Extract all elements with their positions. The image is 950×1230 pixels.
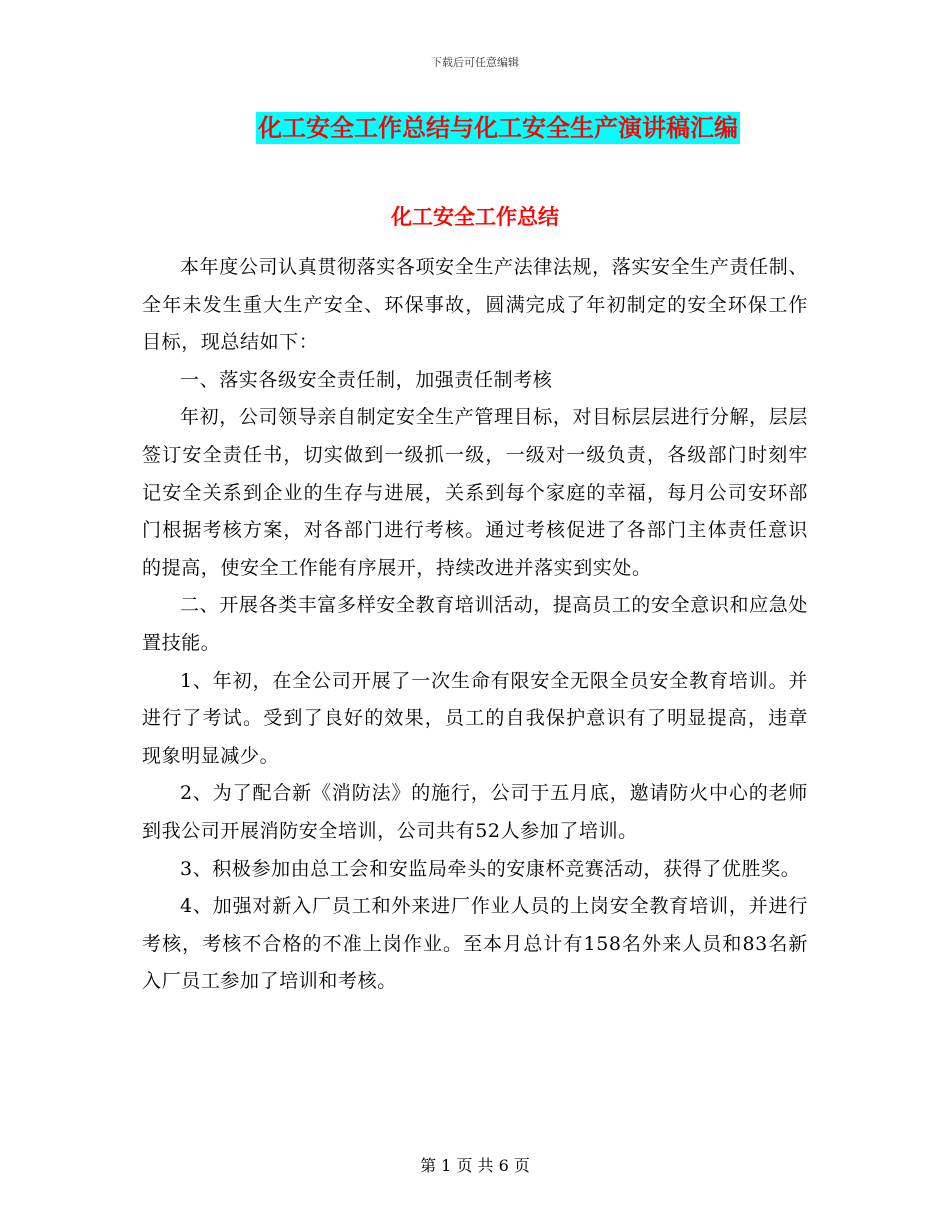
main-title-container <box>0 112 950 144</box>
page-number-label: 第 1 页 共 6 页 <box>420 1156 530 1175</box>
paragraph: 1、年初，在全公司开展了一次生命有限安全无限全员安全教育培训。并进行了考试。受到了良好的效果，员工的自我保护意识有了明显提高，违章现象明显减少。 <box>142 669 808 767</box>
paragraph: 一、落实各级安全责任制，加强责任制考核 <box>180 368 553 391</box>
section-title: 化工安全工作总结 <box>391 205 559 229</box>
document-body <box>142 249 808 1001</box>
paragraph: 2、为了配合新《消防法》的施行，公司于五月底，邀请防火中心的老师到我公司开展消防安全培训，公司共有52人参加了培训。 <box>142 782 808 842</box>
document-main-title: 化工安全工作总结与化工安全生产演讲稿汇编 <box>258 114 738 142</box>
header-note: 下载后可任意编辑 <box>431 56 519 69</box>
paragraph: 3、积极参加由总工会和安监局牵头的安康杯竞赛活动，获得了优胜奖。 <box>180 857 801 880</box>
paragraph: 4、加强对新入厂员工和外来进厂作业人员的上岗安全教育培训，并进行考核，考核不合格的不准上岗作业。至本月总计有158名外来人员和83名新入厂员工参加了培训和考核。 <box>142 895 808 993</box>
paragraph: 本年度公司认真贯彻落实各项安全生产法律法规，落实安全生产责任制、全年未发生重大生产安全、环保事故，圆满完成了年初制定的安全环保工作目标，现总结如下： <box>142 256 808 354</box>
page-footer <box>0 1153 950 1176</box>
paragraph: 二、开展各类丰富多样安全教育培训活动，提高员工的安全意识和应急处置技能。 <box>142 594 808 654</box>
paragraph: 年初，公司领导亲自制定安全生产管理目标，对目标层层进行分解，层层签订安全责任书，切实做到一级抓一级，一级对一级负责，各级部门时刻牢记安全关系到企业的生存与进展，关系到每个家庭的幸福，每月公司安环部门根据考核方案，对各部门进行考核。通过考核促进了各部门主体责任意识的提高，使安全工作能有序展开，持续改进并落实到实处。 <box>142 406 808 579</box>
